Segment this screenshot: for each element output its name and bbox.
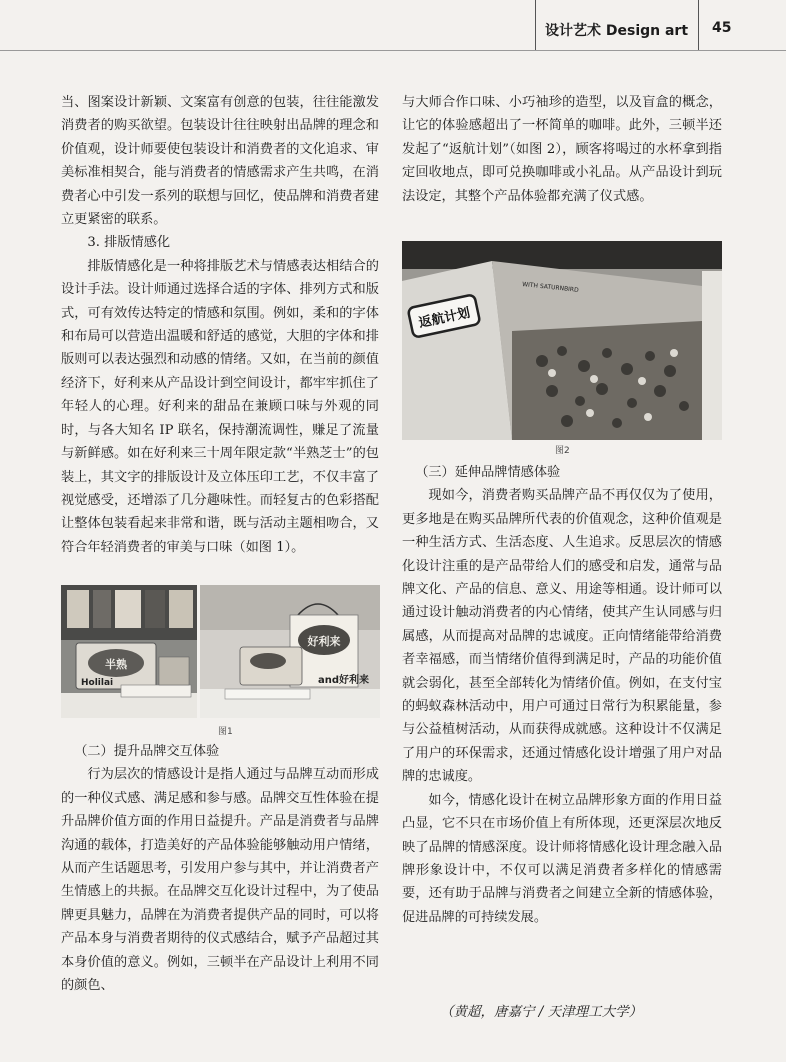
header-rule <box>0 50 786 51</box>
section-title: 设计艺术 Design art <box>545 23 689 39</box>
subheading: 3. 排版情感化 <box>87 235 171 251</box>
right-column-top <box>402 91 722 208</box>
header-divider <box>535 0 536 50</box>
page-header <box>0 0 786 50</box>
box-label: and好利来 <box>318 675 370 686</box>
left-column-bottom <box>61 740 379 997</box>
bag-label: 好利来 <box>307 635 341 648</box>
logo-label: 返航计划 <box>417 305 472 332</box>
paragraph: 如今，情感化设计在树立品牌形象方面的作用日益凸显，它不只在市场价值上有所体现，还更深层次地反映了品牌的情感深度。设计师将情感化设计理念融入品牌形象设计中，不仅可以满足消费者多样化的情感需要，还有助于品牌与消费者之间建立全新的情感体验，促进品牌的可持续发展。 <box>402 792 722 925</box>
paragraph: 当、图案设计新颖、文案富有创意的包装，往往能激发消费者的购买欲望。包装设计往往映射出品牌的理念和价值观，设计师要使包装设计和消费者的文化追求、审美标准相契合，能与消费者的情感需求产生共鸣，在消费者心中引发一系列的联想与回忆，使品牌和消费者建立更紧密的联系。 <box>61 95 379 228</box>
header-divider <box>698 0 699 50</box>
box-label: WITH SATURNBIRD <box>521 281 579 294</box>
figure-1-left-photo <box>61 585 197 718</box>
page-number: 45 <box>712 20 732 36</box>
figure-1-caption: 图1 <box>218 727 233 737</box>
right-column-bottom <box>402 461 722 929</box>
paragraph: 排版情感化是一种将排版艺术与情感表达相结合的设计手法。设计师通过选择合适的字体、排列方式和版式，可有效传达特定的情感和氛围。例如，柔和的字体和布局可以营造出温暖和舒适的感觉，大胆的字体和排版则可以表达强烈和动感的情绪。又如，在当前的颜值经济下，好利来从产品设计到空间设计，都牢牢抓住了年轻人的心理。好利来的甜品在兼顾口味与外观的同时，与各大知名 IP 联名，保持潮流调性，赚足了流量与新鲜感。如在好利来三十周年限定款“半熟芝士”的包装上，其文字的排版设计及立体压印工艺，不仅丰富了视觉感受，还增添了几分趣味性。而轻复古的色彩搭配让整体包装看起来非常和谐，既与活动主题相吻合，又符合年轻消费者的审美与口味（如图 1）。 <box>61 258 379 555</box>
figure-2-photo <box>402 241 722 440</box>
box-label: 半熟 <box>105 658 127 671</box>
section-heading: （二）提升品牌交互体验 <box>74 744 220 759</box>
author-credit: （黄超，唐嘉宁 / 天津理工大学） <box>440 1004 643 1020</box>
section-heading: （三）延伸品牌情感体验 <box>415 465 561 480</box>
brand-label: Holilai <box>81 678 114 688</box>
paragraph: 与大师合作口味、小巧袖珍的造型，以及盲盒的概念，让它的体验感超出了一杯简单的咖啡。此外，三顿半还发起了“返航计划”（如图 2），顾客将喝过的水杯拿到指定回收地点，即可兑换咖啡或小礼品。从产品设计到玩法设定，其整个产品体验都充满了仪式感。 <box>402 95 722 204</box>
paragraph: 行为层次的情感设计是指人通过与品牌互动而形成的一种仪式感、满足感和参与感。品牌交互性体验在提升品牌价值方面的作用日益提升。产品是消费者与品牌沟通的载体，打造美好的产品体验能够触动用户情绪，从而产生话题思考，引发用户参与其中，并让消费者产生情感上的共振。在品牌交互化设计过程中，为了使品牌更具魅力，品牌在为消费者提供产品的同时，可以将产品本身与消费者期待的仪式感结合，赋予产品超过其本身价值的意义。例如，三顿半在产品设计上利用不同的颜色、 <box>61 767 379 994</box>
figure-2-caption: 图2 <box>555 446 570 456</box>
figure-1-right-photo <box>200 585 380 718</box>
paragraph: 现如今，消费者购买品牌产品不再仅仅为了使用，更多地是在购买品牌所代表的价值观念，这种价值观是一种生活方式、生活态度、人生追求。反思层次的情感化设计注重的是产品带给人们的感受和启发，通常与品牌文化、产品的信息、意义、用途等相通。设计师可以通过设计触动消费者的内心情绪，使其产生认同感与归属感，从而提高对品牌的忠诚度。正向情绪能带给消费者幸福感，而当情绪价值得到满足时，产品的功能价值就会弱化，甚至全部转化为情绪价值。例如，在支付宝的蚂蚁森林活动中，用户可通过日常行为积累能量，参与公益植树活动，从而获得成就感。这种设计不仅满足了用户的环保需求，还通过情感化设计增强了用户对品牌的忠诚度。 <box>402 488 722 785</box>
left-column-top <box>61 91 379 559</box>
